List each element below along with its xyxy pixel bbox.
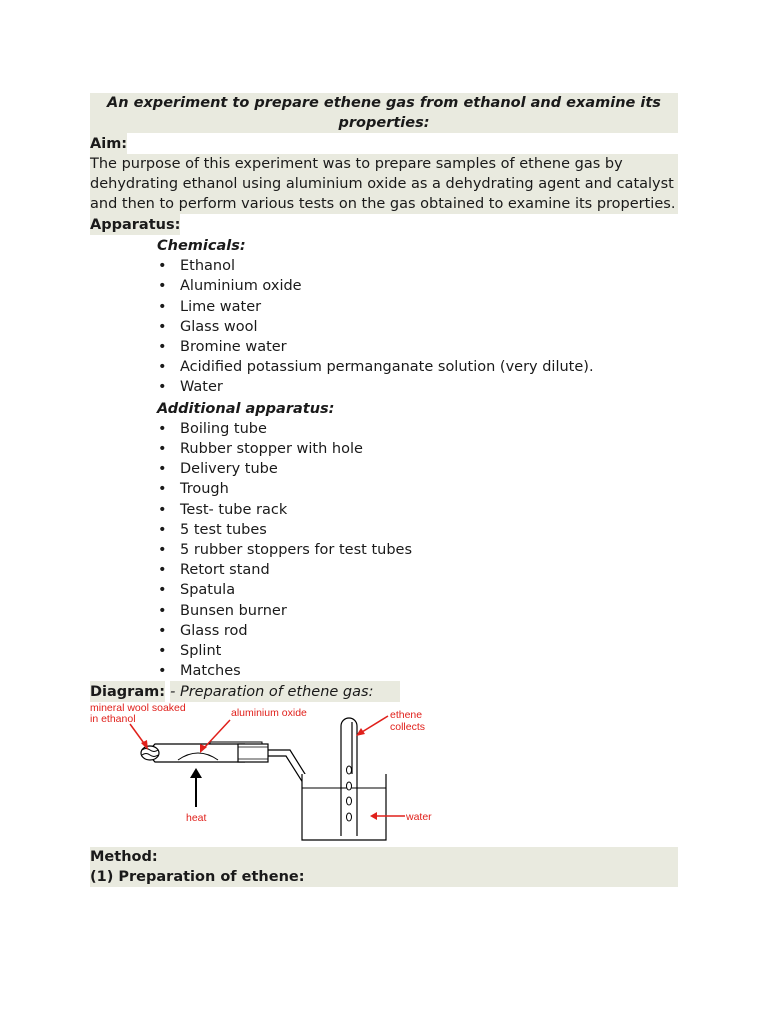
mineral-wool xyxy=(141,746,159,760)
list-item xyxy=(90,357,678,377)
bubble xyxy=(347,782,352,790)
list-item-text: Aluminium oxide xyxy=(180,278,302,295)
list-item xyxy=(90,621,678,641)
bullet-icon: • xyxy=(158,602,167,619)
ethene-apparatus-diagram xyxy=(90,702,432,847)
list-item-text: Ethanol xyxy=(180,258,236,275)
additional-section xyxy=(90,398,678,682)
bullet-icon: • xyxy=(158,420,167,437)
list-item-text: Glass wool xyxy=(180,318,258,335)
list-item-text: Matches xyxy=(180,663,241,680)
list-item-text: Boiling tube xyxy=(180,420,267,437)
additional-apparatus-heading: Additional apparatus: xyxy=(157,400,335,417)
list-item-text: 5 rubber stoppers for test tubes xyxy=(180,542,413,559)
chemicals-heading: Chemicals: xyxy=(157,238,246,254)
method-heading: Method: xyxy=(90,849,158,866)
list-item xyxy=(90,459,678,479)
document-title: An experiment to prepare ethene gas from ethanol and examine its properties: xyxy=(107,95,661,131)
list-item-text: 5 test tubes xyxy=(180,521,267,538)
chemicals-list xyxy=(90,256,678,397)
diagram-heading-block xyxy=(90,681,165,702)
bullet-icon: • xyxy=(158,318,167,335)
list-item xyxy=(90,479,678,499)
list-item xyxy=(90,439,678,459)
bullet-icon: • xyxy=(158,582,167,599)
list-item xyxy=(90,419,678,439)
list-item-text: Trough xyxy=(180,481,229,498)
list-item-text: Lime water xyxy=(180,298,262,315)
list-item xyxy=(90,601,678,621)
bullet-icon: • xyxy=(158,521,167,538)
list-item xyxy=(90,540,678,560)
list-item-text: Water xyxy=(180,379,223,396)
method-block xyxy=(90,847,678,887)
apparatus-heading: Apparatus: xyxy=(90,217,181,233)
bullet-icon: • xyxy=(158,461,167,478)
label-water: water xyxy=(406,811,432,824)
list-item-text: Test- tube rack xyxy=(180,501,288,518)
bullet-icon: • xyxy=(158,441,167,458)
list-item-text: Delivery tube xyxy=(180,461,278,478)
bullet-icon: • xyxy=(158,379,167,396)
list-item-text: Splint xyxy=(180,643,222,660)
list-item-text: Acidified potassium permanganate solution (very dilute). xyxy=(180,359,594,376)
list-item-text: Glass rod xyxy=(180,622,248,639)
label-heat: heat xyxy=(186,812,207,825)
bubble xyxy=(347,797,352,805)
apparatus-heading-block xyxy=(90,214,180,235)
list-item-text: Bromine water xyxy=(180,339,287,356)
bullet-icon: • xyxy=(158,663,167,680)
diagram-caption-block xyxy=(170,681,400,702)
bullet-icon: • xyxy=(158,258,167,275)
aim-heading: Aim: xyxy=(90,136,128,152)
trough xyxy=(302,774,386,840)
list-item xyxy=(90,377,678,397)
aim-text-block xyxy=(90,154,678,214)
bullet-icon: • xyxy=(158,278,167,295)
additional-apparatus-list xyxy=(90,419,678,682)
list-item xyxy=(90,641,678,661)
method-step-1: (1) Preparation of ethene: xyxy=(90,869,305,886)
list-item xyxy=(90,560,678,580)
list-item-text: Spatula xyxy=(180,582,236,599)
label-ethene-line1: ethene xyxy=(390,709,423,722)
list-item xyxy=(90,317,678,337)
chemicals-section xyxy=(90,235,678,398)
bubble xyxy=(347,766,352,774)
document-page xyxy=(90,93,678,887)
label-aluminium-oxide: aluminium oxide xyxy=(231,707,307,720)
list-item-text: Rubber stopper with hole xyxy=(180,441,363,458)
bullet-icon: • xyxy=(158,298,167,315)
diagram-caption: - Preparation of ethene gas: xyxy=(170,684,374,701)
bullet-icon: • xyxy=(158,643,167,660)
list-item-text: Bunsen burner xyxy=(180,602,287,619)
list-item xyxy=(90,580,678,600)
label-mineral-wool-line2: in ethanol xyxy=(90,713,136,726)
list-item xyxy=(90,500,678,520)
bullet-icon: • xyxy=(158,481,167,498)
aim-heading-block xyxy=(90,133,127,154)
list-item xyxy=(90,337,678,357)
bullet-icon: • xyxy=(158,622,167,639)
list-item xyxy=(90,520,678,540)
title-block xyxy=(90,93,678,133)
bullet-icon: • xyxy=(158,542,167,559)
list-item xyxy=(90,297,678,317)
bullet-icon: • xyxy=(158,501,167,518)
bullet-icon: • xyxy=(158,359,167,376)
label-ethene-line2: collects xyxy=(390,721,426,734)
diagram-heading: Diagram: xyxy=(90,684,166,701)
list-item xyxy=(90,256,678,276)
bullet-icon: • xyxy=(158,339,167,356)
aim-text: The purpose of this experiment was to prepare samples of ethene gas by dehydrating ethanol using aluminium oxide as a dehydrating agent and catalyst and then to perform various tests on the gas obtained to examine its properties. xyxy=(90,156,676,212)
ethene-pointer-arrow xyxy=(362,716,388,732)
list-item-text: Retort stand xyxy=(180,562,270,579)
list-item xyxy=(90,661,678,681)
list-item xyxy=(90,276,678,296)
bullet-icon: • xyxy=(158,562,167,579)
bubble xyxy=(347,813,352,821)
label-mineral-wool-line1: mineral wool soaked xyxy=(90,702,186,715)
